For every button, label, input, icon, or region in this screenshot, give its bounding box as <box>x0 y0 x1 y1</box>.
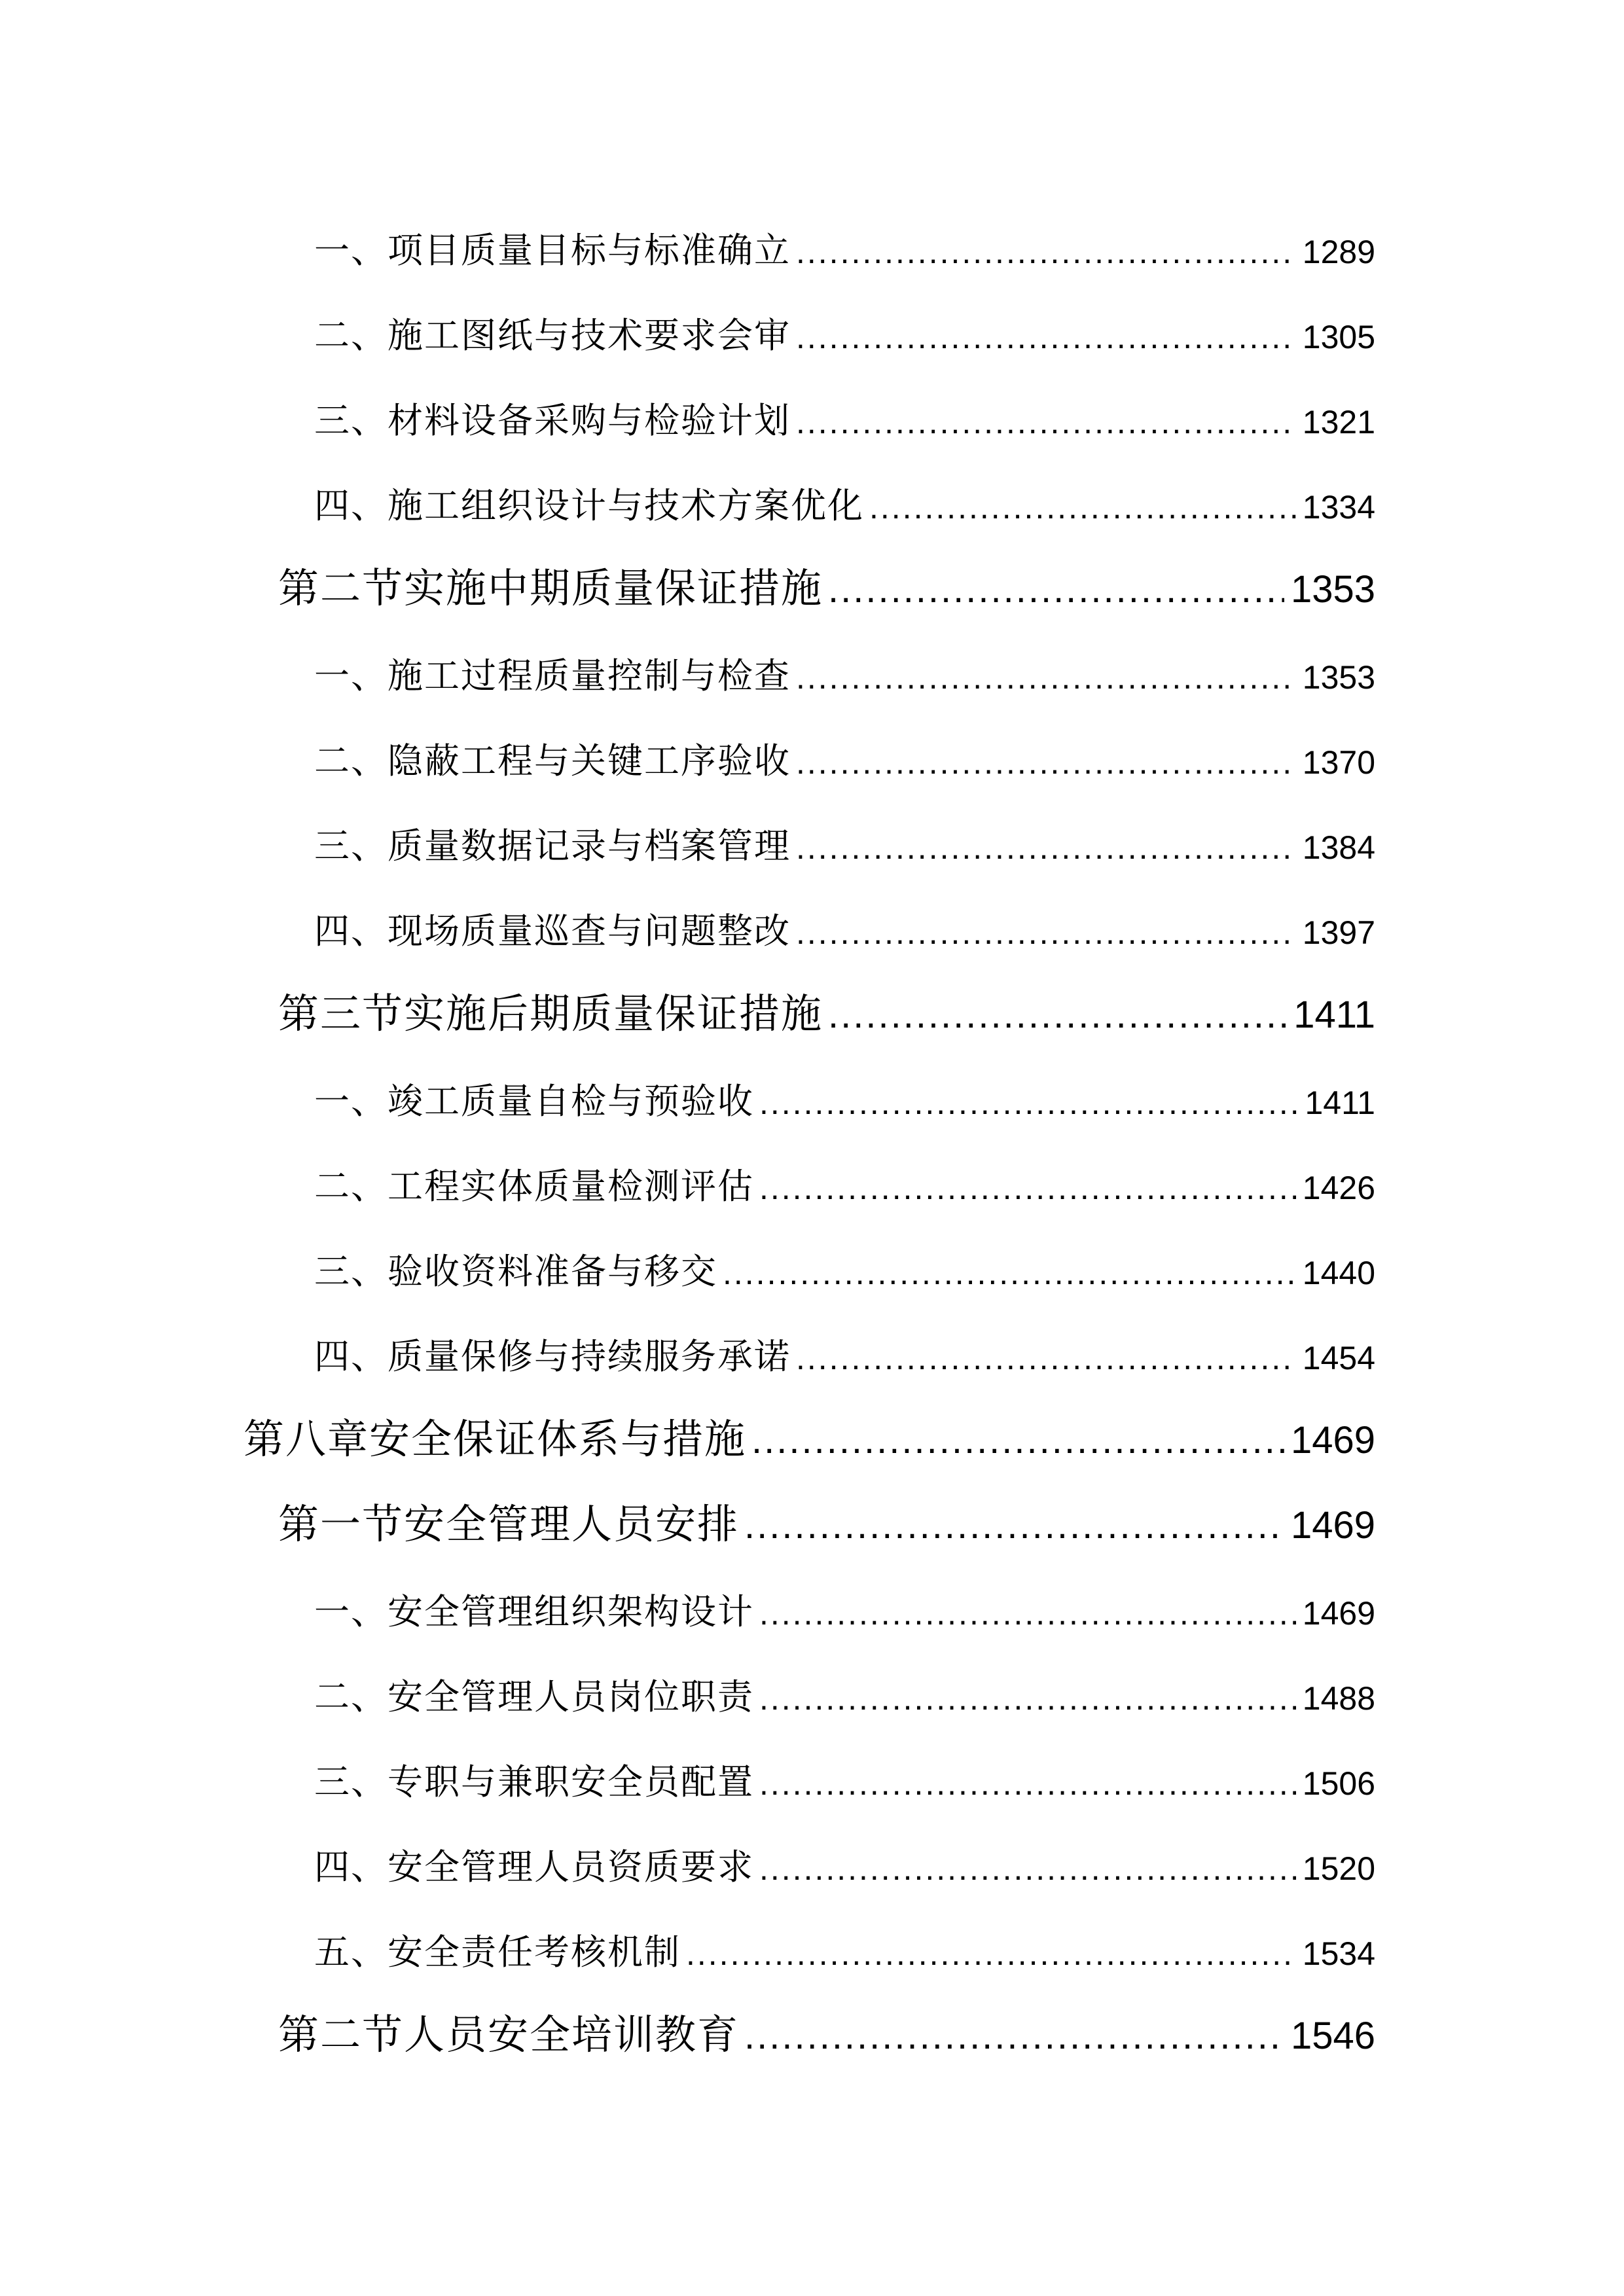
toc-entry-page-number: 1426 <box>1302 1170 1375 1206</box>
toc-dot-leader <box>744 1507 1284 1545</box>
toc-entry-title: 第三节实施后期质量保证措施 <box>278 990 823 1037</box>
toc-dot-leader <box>796 916 1296 949</box>
toc-entry-page-number: 1370 <box>1302 744 1375 781</box>
toc-entry-page-number: 1488 <box>1302 1680 1375 1717</box>
toc-entry-page-number: 1506 <box>1302 1765 1375 1802</box>
toc-dot-leader <box>828 996 1287 1034</box>
toc-entry-title: 四、施工组织设计与技术方案优化 <box>314 485 864 526</box>
toc-entry-page-number: 1334 <box>1302 489 1375 526</box>
toc-subsection-entry[interactable] <box>314 1826 1375 1888</box>
toc-entry-title: 三、材料设备采购与检验计划 <box>314 400 791 441</box>
toc-dot-leader <box>744 2017 1284 2055</box>
toc-dot-leader <box>796 236 1296 268</box>
toc-subsection-entry[interactable] <box>314 1060 1375 1122</box>
toc-entry-title: 二、安全管理人员岗位职责 <box>314 1676 754 1717</box>
toc-subsection-entry[interactable] <box>314 1316 1375 1377</box>
toc-subsection-entry[interactable] <box>314 465 1375 524</box>
toc-dot-leader <box>759 1682 1296 1715</box>
toc-entry-title: 一、项目质量目标与标准确立 <box>314 230 791 271</box>
toc-subsection-entry[interactable] <box>314 209 1375 271</box>
toc-entry-title: 三、验收资料准备与移交 <box>314 1251 717 1292</box>
toc-subsection-entry[interactable] <box>314 380 1375 439</box>
toc-dot-leader <box>759 1172 1296 1204</box>
toc-section-entry[interactable] <box>278 1486 1375 1548</box>
toc-entry-page-number: 1469 <box>1290 1504 1375 1547</box>
toc-subsection-entry[interactable] <box>314 295 1375 356</box>
toc-entry-page-number: 1469 <box>1302 1595 1375 1632</box>
toc-subsection-entry[interactable] <box>314 720 1375 779</box>
toc-entry-title: 五、安全责任考核机制 <box>314 1931 681 1973</box>
toc-entry-page-number: 1353 <box>1302 659 1375 696</box>
toc-subsection-entry[interactable] <box>314 890 1375 952</box>
toc-entry-page-number: 1469 <box>1290 1419 1375 1462</box>
toc-dot-leader <box>723 1257 1296 1289</box>
toc-entry-title: 二、工程实体质量检测评估 <box>314 1166 754 1207</box>
toc-entry-page-number: 1546 <box>1290 2015 1375 2057</box>
toc-entry-title: 二、施工图纸与技术要求会审 <box>314 315 791 356</box>
toc-entry-page-number: 1440 <box>1302 1255 1375 1291</box>
toc-dot-leader <box>759 1597 1296 1630</box>
toc-section-entry[interactable] <box>278 550 1375 612</box>
toc-dot-leader <box>759 1767 1296 1800</box>
toc-section-entry[interactable] <box>278 1996 1375 2058</box>
toc-entry-page-number: 1534 <box>1302 1935 1375 1972</box>
toc-dot-leader <box>796 746 1296 779</box>
toc-dot-leader <box>796 406 1296 439</box>
toc-entry-title: 四、现场质量巡查与问题整改 <box>314 910 791 952</box>
toc-subsection-entry[interactable] <box>314 1911 1375 1973</box>
toc-entry-title: 三、质量数据记录与档案管理 <box>314 825 791 867</box>
toc-entry-title: 三、专职与兼职安全员配置 <box>314 1761 754 1803</box>
toc-entry-page-number: 1397 <box>1302 914 1375 951</box>
toc-dot-leader <box>869 491 1296 524</box>
toc-subsection-entry[interactable] <box>314 635 1375 694</box>
toc-entry-page-number: 1321 <box>1302 404 1375 440</box>
toc-entry-title: 一、竣工质量自检与预验收 <box>314 1081 754 1122</box>
toc-subsection-entry[interactable] <box>314 1741 1375 1803</box>
toc-dot-leader <box>686 1937 1296 1970</box>
toc-dot-leader <box>796 321 1296 353</box>
toc-entry-title: 第二节人员安全培训教育 <box>278 2011 740 2058</box>
toc-subsection-entry[interactable] <box>314 1230 1375 1292</box>
toc-entry-title: 一、施工过程质量控制与检查 <box>314 655 791 696</box>
toc-dot-leader <box>828 571 1284 609</box>
toc-entry-title: 四、质量保修与持续服务承诺 <box>314 1336 791 1377</box>
toc-dot-leader <box>759 1852 1296 1885</box>
toc-subsection-entry[interactable] <box>314 1145 1375 1207</box>
toc-entry-page-number: 1520 <box>1302 1850 1375 1887</box>
toc-subsection-entry[interactable] <box>314 1656 1375 1715</box>
toc-entry-page-number: 1384 <box>1302 829 1375 866</box>
toc-subsection-entry[interactable] <box>314 805 1375 867</box>
toc-entry-page-number: 1353 <box>1290 568 1375 611</box>
toc-subsection-entry[interactable] <box>314 1571 1375 1630</box>
toc-entry-title: 第八章安全保证体系与措施 <box>244 1415 747 1463</box>
toc-entry-title: 第二节实施中期质量保证措施 <box>278 564 823 612</box>
toc-dot-leader <box>796 831 1296 864</box>
toc-dot-leader <box>796 661 1296 694</box>
toc-entry-title: 四、安全管理人员资质要求 <box>314 1846 754 1888</box>
toc-entry-title: 一、安全管理组织架构设计 <box>314 1591 754 1632</box>
toc-entry-page-number: 1411 <box>1305 1085 1375 1121</box>
toc-dot-leader <box>796 1342 1296 1374</box>
toc-entry-title: 第一节安全管理人员安排 <box>278 1500 740 1548</box>
toc-dot-leader <box>751 1422 1284 1460</box>
toc-section-entry[interactable] <box>278 975 1375 1037</box>
toc-entry-title: 二、隐蔽工程与关键工序验收 <box>314 740 791 781</box>
toc-dot-leader <box>759 1086 1298 1119</box>
toc-entry-page-number: 1305 <box>1302 319 1375 355</box>
toc-chapter-entry[interactable] <box>244 1401 1375 1463</box>
toc-entry-page-number: 1411 <box>1293 994 1375 1036</box>
toc-entry-page-number: 1454 <box>1302 1340 1375 1376</box>
toc-entry-page-number: 1289 <box>1302 234 1375 270</box>
